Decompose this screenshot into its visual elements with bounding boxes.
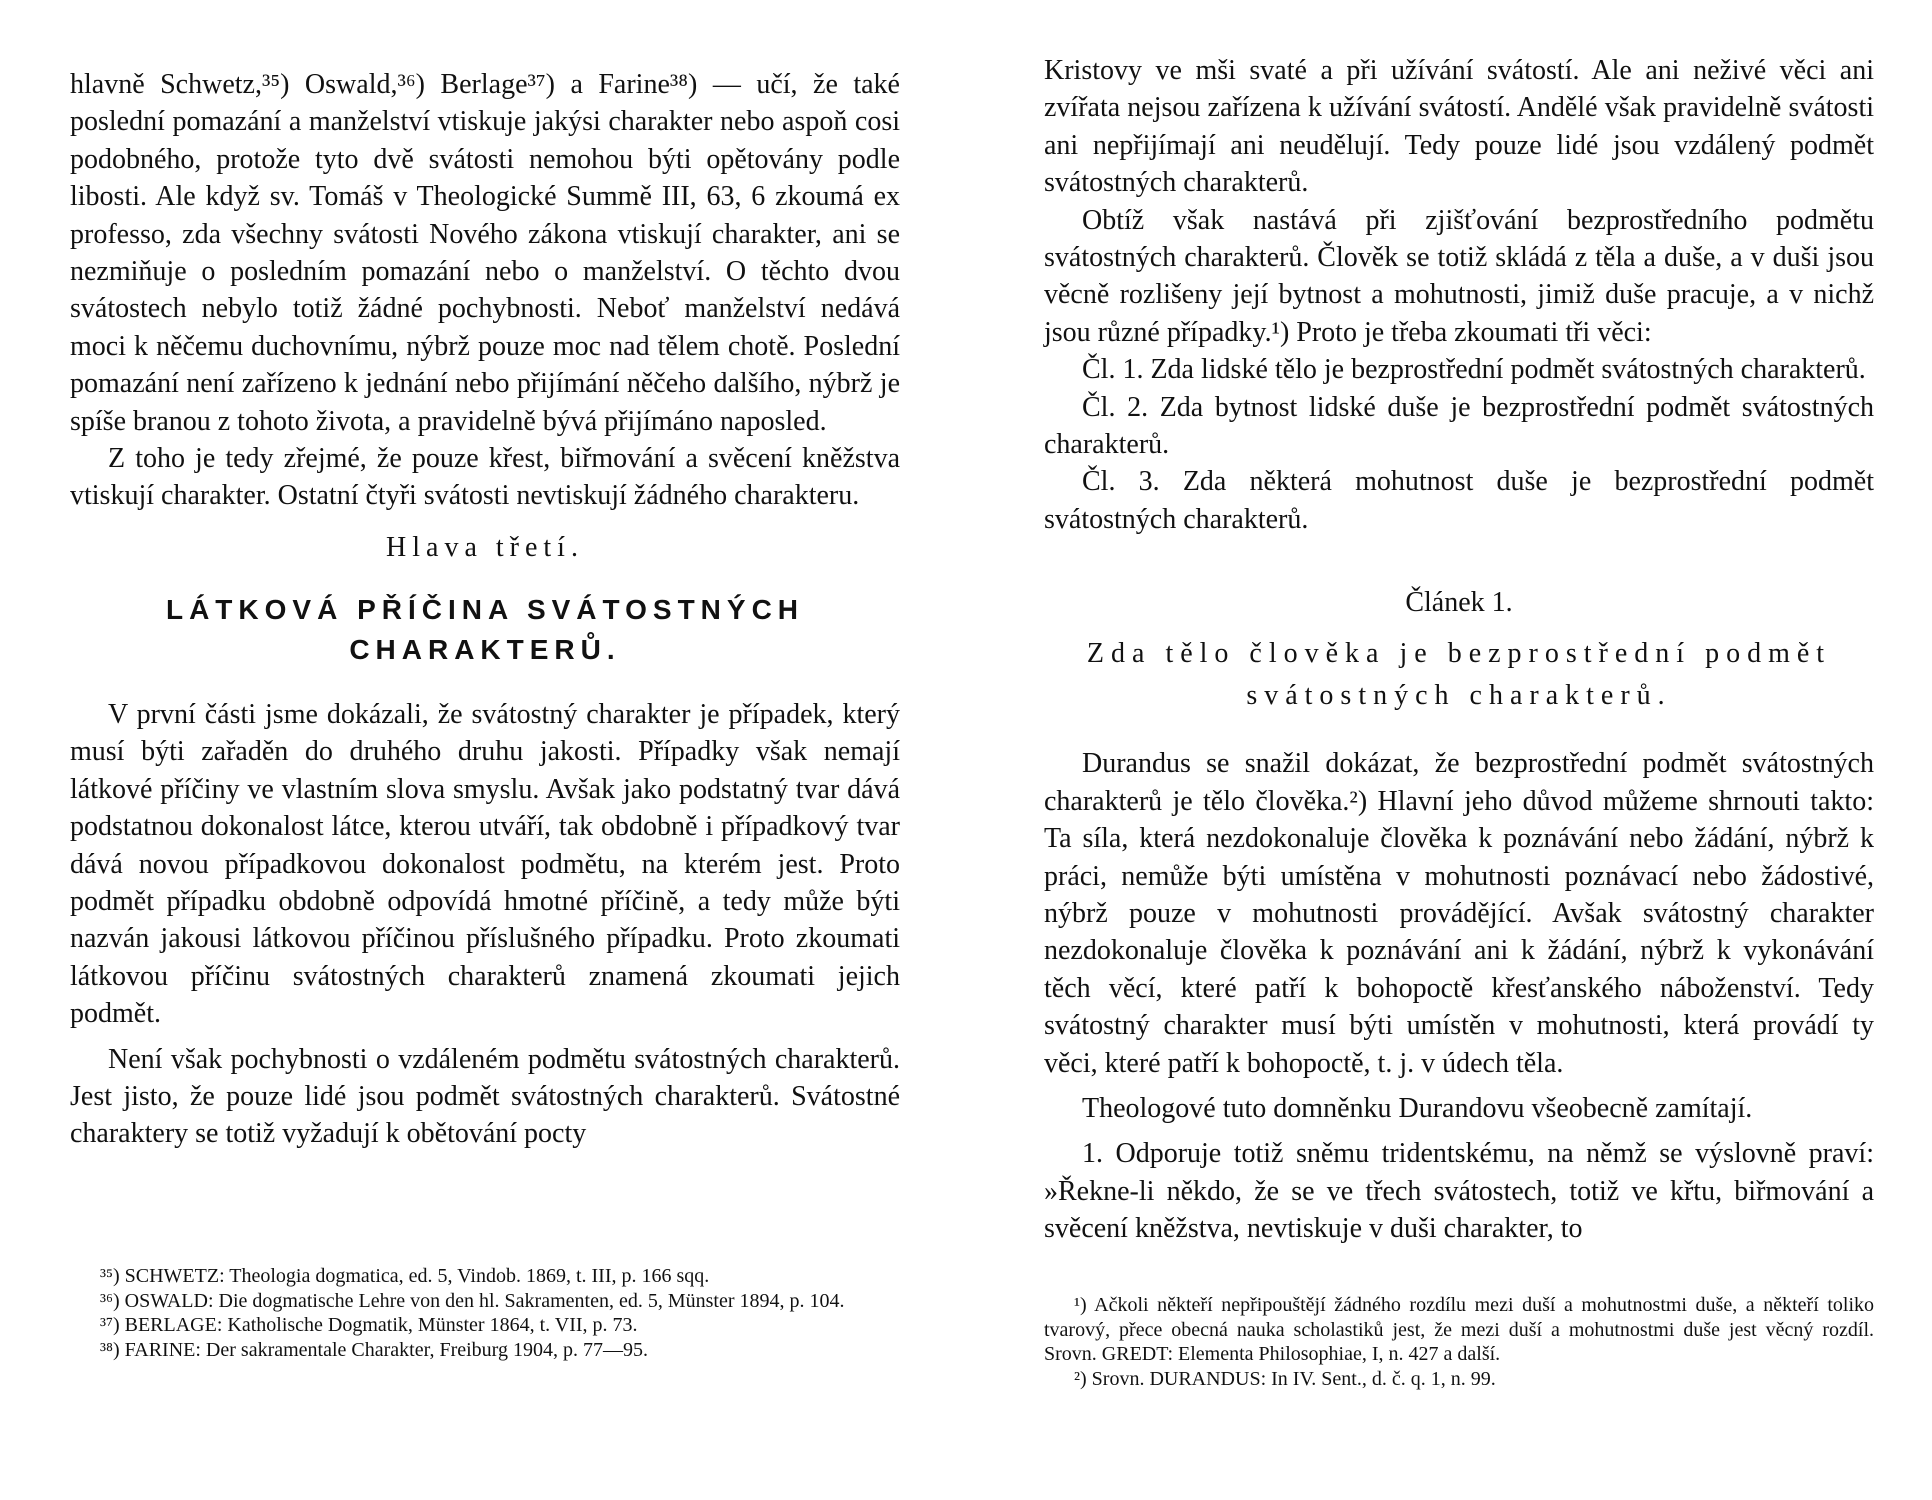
article-title [1044, 633, 1874, 717]
paragraph: Theologové tuto domněnku Durandovu všeobecně zamítají. [1082, 1092, 1753, 1124]
left-footnotes [70, 1264, 900, 1362]
paragraph: hlavně Schwetz,³⁵) Oswald,³⁶) Berlage³⁷) a Farine³⁸) — učí, že také poslední pomazání a manželství vtiskuje jakýsi charakter nebo aspoň cosi podobného, protože tyto dvě svátosti nemohou býti opětovány podle libosti. Ale když sv. Tomáš v Theologické Summě III, 63, 6 zkoumá ex professo, zda všechny svátosti Nového zákona vtiskují charakter, ani se nezmiňuje o posledním pomazání nebo o manželství. O těchto dvou svátostech nebylo totiž žádné pochybnosti. Neboť manželství nedává moci k něčemu duchovnímu, nýbrž pouze moc nad tělem chotě. Poslední pomazání není zařízeno k jednání nebo přijímání něčeho dalšího, nýbrž je spíše branou z tohoto života, a pravidelně bývá přijímáno naposled. [70, 69, 900, 437]
chapter-title-line-1: LÁTKOVÁ PŘÍČINA SVÁTOSTNÝCH [165, 593, 805, 625]
article-list-item: Čl. 2. Zda bytnost lidské duše je bezprostřední podmět svátostných charakterů. [1044, 391, 1874, 461]
footnote: ³⁸) FARINE: Der sakramentale Charakter, Freiburg 1904, p. 77—95. [100, 1338, 648, 1361]
right-page [966, 0, 1932, 1500]
left-text-column [70, 66, 900, 1153]
chapter-label: Hlava třetí. [386, 531, 584, 563]
article-list-item: Čl. 1. Zda lidské tělo je bezprostřední podmět svátostných charakterů. [1082, 354, 1866, 386]
paragraph: 1. Odporuje totiž sněmu tridentskému, na němž se výslovně praví: »Řekne-li někdo, že se ve třech svátostech, totiž ve křtu, biřmování a svěcení kněžstva, nevtiskuje v duši charakter, to [1044, 1138, 1874, 1245]
chapter-title [70, 590, 900, 670]
footnote: ²) Srovn. DURANDUS: In IV. Sent., d. č. q. 1, n. 99. [1074, 1367, 1496, 1390]
footnote: ³⁵) SCHWETZ: Theologia dogmatica, ed. 5, Vindob. 1869, t. III, p. 166 sqq. [100, 1265, 710, 1287]
paragraph: Obtíž však nastává při zjišťování bezprostředního podmětu svátostných charakterů. Člověk se totiž skládá z těla a duše, a v duši jsou věcně rozlišeny její bytnost a mohutnosti, jimiž duše pracuje, a v nichž jsou různé případky.¹) Proto je třeba zkoumati tři věci: [1044, 204, 1874, 348]
paragraph: Není však pochybnosti o vzdáleném podmětu svátostných charakterů. Jest jisto, že pouze lidé jsou podmět svátostných charakterů. Svátostné charaktery se totiž vyžadují k obětování pocty [70, 1043, 900, 1150]
paragraph: Kristovy ve mši svaté a při užívání svátostí. Ale ani neživé věci ani zvířata nejsou zařízena k užívání svátostí. Andělé však pravidelně svátosti ani nepřijímají ani neudělují. Tedy pouze lidé jsou vzdálený podmět svátostných charakterů. [1044, 55, 1874, 199]
paragraph: Z toho je tedy zřejmé, že pouze křest, biřmování a svěcení kněžstva vtiskují charakter. Ostatní čtyři svátosti nevtiskují žádného charakteru. [70, 443, 900, 512]
right-footnotes [1044, 1293, 1874, 1391]
article-list-item: Čl. 3. Zda některá mohutnost duše je bezprostřední podmět svátostných charakterů. [1044, 466, 1874, 535]
right-text-column [1044, 52, 1874, 1248]
paragraph: V první části jsme dokázali, že svátostný charakter je případek, který musí býti zařaděn do druhého druhu jakosti. Případky však nemají látkové příčiny ve vlastním slova smyslu. Avšak jako podstatný tvar dává podstatnou dokonalost látce, kterou utváří, tak obdobně i případkový tvar dává novou případkovou dokonalost podmětu, na kterém jest. Proto podmět případku obdobně odpovídá hmotné příčině, a tedy může býti nazván jakousi látkovou příčinou příslušného případku. Proto zkoumati látkovou příčinu svátostných charakterů znamená zkoumati jejich podmět. [70, 698, 900, 1030]
paragraph: Durandus se snažil dokázat, že bezprostřední podmět svátostných charakterů je tělo člověka.²) Hlavní jeho důvod můžeme shrnouti takto: Ta síla, která nezdokonaluje člověka k poznávání nebo žádání, nýbrž k práci, nemůže býti umístěna v mohutnosti poznávací nebo žádostivé, nýbrž pouze v mohutnosti provádějící. Avšak svátostný charakter nezdokonaluje člověka k poznávání ani k žádání, nýbrž k vykonávání těch věcí, které patří k bohopoctě křesťanského náboženství. Tedy svátostný charakter musí býti umístěn v mohutnosti, která provádí ty věci, které patří k bohopoctě, t. j. v údech těla. [1044, 748, 1874, 1079]
article-heading: Článek 1. [1405, 587, 1513, 619]
article-title-line-1: Zda tělo člověka je bezprostřední podmět [1086, 638, 1832, 670]
footnote: ¹) Ačkoli někteří nepřipouštějí žádného rozdílu mezi duší a mohutnostmi duše, a někteří toliko tvarový, přece obecná nauka scholastiků jest, že mezi duší a mohutnostmi duše jest věcný rozdíl. Srovn. GREDT: Elementa Philosophiae, I, n. 427 a další. [1044, 1294, 1874, 1365]
footnote: ³⁶) OSWALD: Die dogmatische Lehre von den hl. Sakramenten, ed. 5, Münster 1894, p. 104. [100, 1289, 845, 1312]
footnote: ³⁷) BERLAGE: Katholische Dogmatik, Münster 1864, t. VII, p. 73. [100, 1314, 638, 1336]
chapter-title-line-2: CHARAKTERŮ. [349, 633, 621, 665]
article-title-line-2: svátostných charakterů. [1246, 680, 1672, 712]
